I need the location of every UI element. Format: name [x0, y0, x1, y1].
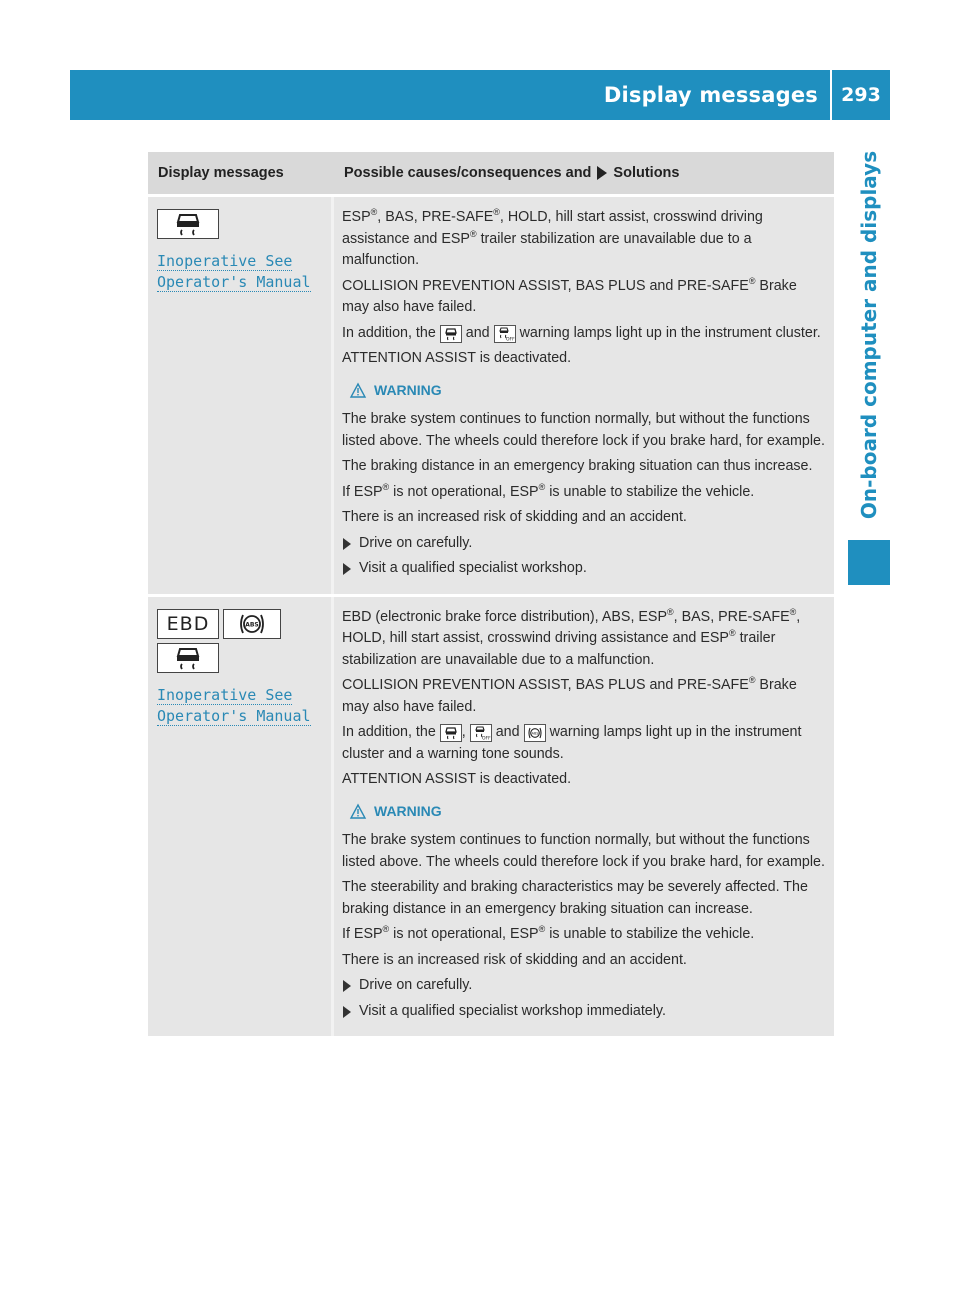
col-display-messages: Display messages	[158, 165, 284, 181]
action-arrow-icon	[343, 980, 351, 992]
warning-text: The steerability and braking characteristics may be severely affected. The braking distance in an emergency braking situation can increase.	[342, 879, 808, 917]
chapter-side-tab	[848, 130, 890, 540]
svg-text:OFF: OFF	[481, 736, 491, 742]
paragraph: ATTENTION ASSIST is deactivated.	[342, 350, 572, 366]
col-causes-solutions: Possible causes/consequences and Solutions	[344, 165, 680, 181]
esp-off-icon	[470, 724, 492, 742]
warning-text: There is an increased risk of skidding and an accident.	[342, 951, 687, 968]
skid-car-icon	[440, 724, 462, 742]
warning-heading: WARNING	[350, 801, 826, 823]
table-row	[148, 594, 834, 1037]
warning-text: If ESP® is not operational, ESP® is unable to stabilize the vehicle.	[342, 481, 755, 500]
table-header	[148, 152, 834, 194]
paragraph: COLLISION PREVENTION ASSIST, BAS PLUS and PRE-SAFE® Brake may also have failed.	[342, 275, 797, 315]
skid-car-icon	[157, 643, 219, 673]
action-arrow-icon	[343, 538, 351, 550]
display-message-cell	[148, 597, 334, 1037]
paragraph: COLLISION PREVENTION ASSIST, BAS PLUS and PRE-SAFE® Brake may also have failed.	[342, 675, 797, 715]
page-number: 293	[841, 84, 881, 106]
display-message-cell	[148, 197, 334, 594]
table-row	[148, 194, 834, 594]
paragraph: In addition, the and OFF warning lamps light up in the instrument cluster.	[342, 324, 821, 342]
svg-text:OFF: OFF	[505, 337, 515, 342]
skid-car-icon	[157, 209, 219, 239]
action-step: Drive on carefully.	[342, 975, 826, 997]
skid-car-icon	[440, 325, 462, 343]
warning-text: If ESP® is not operational, ESP® is unable to stabilize the vehicle.	[342, 924, 755, 942]
page-header	[70, 70, 890, 120]
paragraph: ATTENTION ASSIST is deactivated.	[342, 771, 572, 787]
action-arrow-icon	[343, 1006, 351, 1018]
chapter-marker	[848, 540, 890, 585]
paragraph: EBD (electronic brake force distribution), ABS, ESP®, BAS, PRE-SAFE®, HOLD, hill start assist, crosswind driving assistance and ESP® trailer stabilization are unavailable due to a malfunction.	[342, 606, 801, 668]
paragraph: In addition, the , OFF and ABS warning lamps light up in the instrument cluster and a warning tone sounds.	[342, 724, 802, 762]
action-arrow-icon	[597, 166, 607, 180]
warning-text: The braking distance in an emergency braking situation can thus increase.	[342, 458, 813, 474]
warning-triangle-icon	[350, 804, 366, 819]
warning-text: The brake system continues to function normally, but without the functions listed above. The wheels could therefore lock if you brake hard, for example.	[342, 832, 825, 870]
warning-heading: WARNING	[350, 380, 826, 402]
warning-triangle-icon	[350, 383, 366, 398]
display-message-text: Inoperative See Operator's Manual	[157, 252, 311, 291]
esp-off-icon	[494, 325, 516, 343]
abs-icon	[524, 724, 546, 742]
causes-cell	[334, 597, 834, 1037]
ebd-icon: EBD	[157, 609, 219, 639]
section-title: Display messages	[603, 83, 818, 107]
svg-text:ABS: ABS	[531, 731, 538, 736]
warning-text: The brake system continues to function normally, but without the functions listed above. The wheels could therefore lock if you brake hard, for example.	[342, 411, 825, 449]
action-step: Drive on carefully.	[342, 533, 826, 555]
svg-text:ABS: ABS	[245, 621, 259, 628]
display-message-text: Inoperative See Operator's Manual	[157, 685, 311, 725]
action-arrow-icon	[343, 563, 351, 575]
causes-cell	[334, 197, 834, 594]
abs-icon	[223, 609, 281, 639]
action-step: Visit a qualified specialist workshop.	[342, 558, 826, 580]
display-messages-table	[148, 152, 834, 1036]
action-step: Visit a qualified specialist workshop immediately.	[342, 1001, 826, 1023]
chapter-label: On-board computer and displays	[857, 150, 882, 520]
warning-text: There is an increased risk of skidding and an accident.	[342, 509, 687, 525]
paragraph: ESP®, BAS, PRE-SAFE®, HOLD, hill start assist, crosswind driving assistance and ESP® trailer stabilization are unavailable due to a malfunction.	[342, 207, 763, 268]
